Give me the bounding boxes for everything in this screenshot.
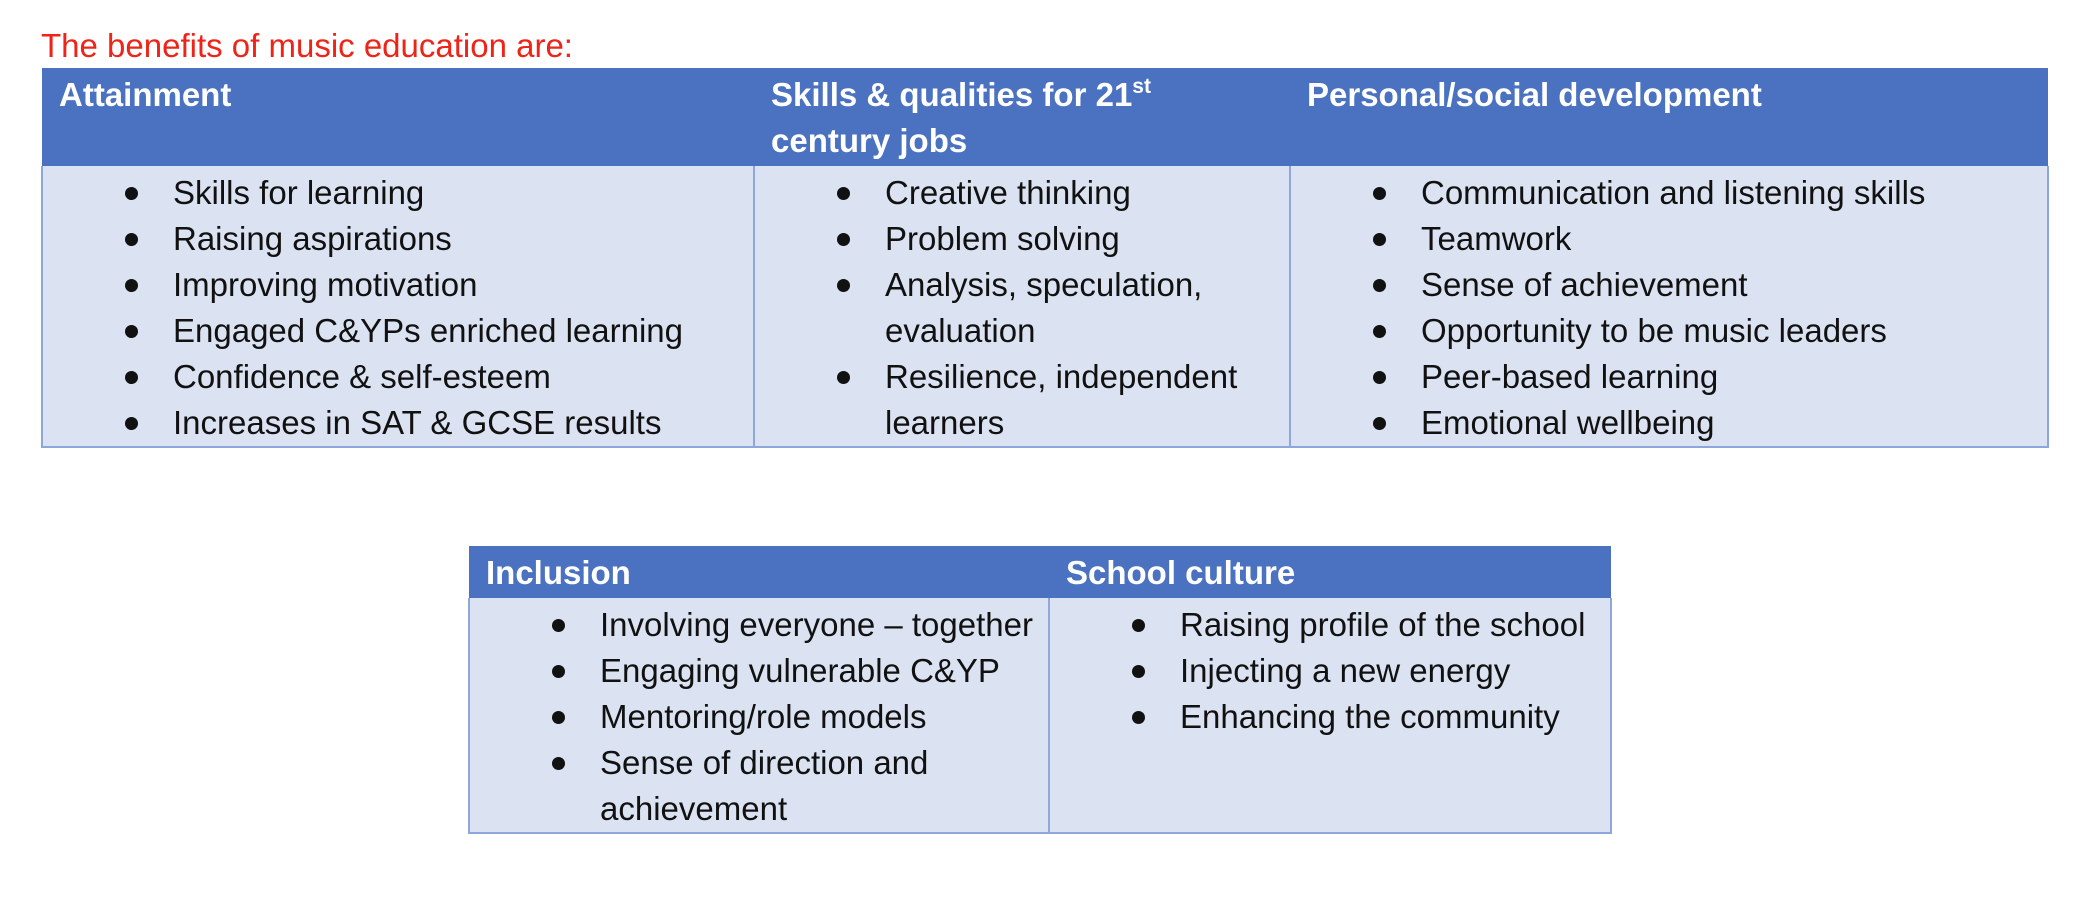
page-heading: The benefits of music education are: (41, 27, 573, 64)
cell-school-culture (1049, 598, 1611, 833)
list-item: Sense of achievement (1291, 262, 2047, 308)
bullet-list (470, 598, 1048, 832)
list-item: Confidence & self-esteem (43, 354, 753, 400)
list-item: Resilience, independent learners (755, 354, 1289, 446)
list-item: Involving everyone – together (470, 602, 1048, 648)
header-skills-text: Skills & qualities for 21 (771, 76, 1133, 113)
bullet-list (755, 166, 1289, 446)
bullet-list (1291, 166, 2047, 446)
list-item: Peer-based learning (1291, 354, 2047, 400)
header-attainment: Attainment (42, 68, 754, 166)
list-item: Sense of direction and achievement (470, 740, 1048, 832)
cell-skills-qualities (754, 166, 1290, 447)
header-skills-qualities (754, 68, 1290, 166)
body-row (469, 598, 1611, 833)
list-item: Enhancing the community (1050, 694, 1610, 740)
benefits-table-bottom (468, 546, 1612, 834)
cell-inclusion (469, 598, 1049, 833)
benefits-table-top (41, 68, 2049, 448)
body-row (42, 166, 2048, 447)
list-item: Engaging vulnerable C&YP (470, 648, 1048, 694)
list-item: Emotional wellbeing (1291, 400, 2047, 446)
list-item: Creative thinking (755, 170, 1289, 216)
list-item: Analysis, speculation, evaluation (755, 262, 1289, 354)
header-skills-superscript: st (1132, 75, 1151, 98)
cell-personal-social (1290, 166, 2048, 447)
bullet-list (43, 166, 753, 446)
list-item: Engaged C&YPs enriched learning (43, 308, 753, 354)
header-row (469, 546, 1611, 598)
list-item: Improving motivation (43, 262, 753, 308)
header-inclusion: Inclusion (469, 546, 1049, 598)
list-item: Opportunity to be music leaders (1291, 308, 2047, 354)
list-item: Problem solving (755, 216, 1289, 262)
list-item: Increases in SAT & GCSE results (43, 400, 753, 446)
header-skills-text-end: century jobs (771, 122, 968, 159)
header-personal-social: Personal/social development (1290, 68, 2048, 166)
header-school-culture: School culture (1049, 546, 1611, 598)
list-item: Communication and listening skills (1291, 170, 2047, 216)
list-item: Raising profile of the school (1050, 602, 1610, 648)
cell-attainment (42, 166, 754, 447)
list-item: Skills for learning (43, 170, 753, 216)
bullet-list (1050, 598, 1610, 740)
header-row (42, 68, 2048, 166)
list-item: Raising aspirations (43, 216, 753, 262)
list-item: Teamwork (1291, 216, 2047, 262)
list-item: Mentoring/role models (470, 694, 1048, 740)
list-item: Injecting a new energy (1050, 648, 1610, 694)
